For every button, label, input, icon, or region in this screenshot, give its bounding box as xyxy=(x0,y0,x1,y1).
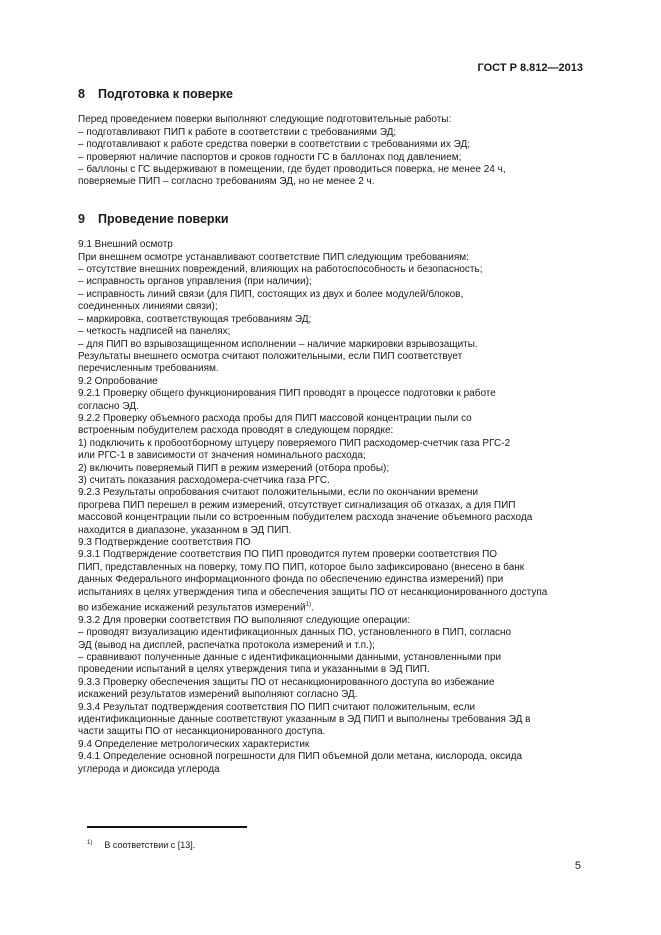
page-number: 5 xyxy=(574,860,581,872)
list-step: 2) включить поверяемый ПИП в режим измерений (отбора пробы); xyxy=(78,462,390,474)
subsection-title: 9.4 Определение метрологических характеристик xyxy=(78,738,310,750)
list-item: – исправность линий связи (для ПИП, состоящих из двух и более модулей/блоков, xyxy=(78,288,464,300)
list-item-continued: ЭД (вывод на дисплей, распечатка протокола измерений и т.п.); xyxy=(78,639,375,651)
list-item: – для ПИП во взрывозащищенном исполнении – наличие маркировки взрывозащиты. xyxy=(78,338,478,350)
section-8-body xyxy=(78,114,583,188)
paragraph-continued: части защиты ПО от несанкционированного доступа. xyxy=(78,726,326,738)
paragraph-text: во избежание искажений результатов измерений xyxy=(78,602,306,614)
subsection-title: 9.2 Опробование xyxy=(78,375,158,387)
list-step: 1) подключить к пробоотборному штуцеру поверяемого ПИП расходомер-счетчик газа РГС-2 xyxy=(78,437,511,449)
section-number: 9 xyxy=(78,211,85,226)
paragraph-continued: идентификационные данные соответствуют указанным в ЭД ПИП и выполнены требования ЭД в xyxy=(78,714,531,726)
list-item: – проводят визуализацию идентификационных данных ПО, установленного в ПИП, согласно xyxy=(78,627,512,639)
list-step: 3) считать показания расходомера-счетчика газа РГС. xyxy=(78,474,330,486)
list-item: – сравнивают полученные данные с идентификационными данными, установленными при xyxy=(78,651,502,663)
list-item-continued: соединенных линиями связи); xyxy=(78,301,218,313)
paragraph-continued: испытаниях в целях утверждения типа и обеспечения защиты ПО от несанкционированного доступа xyxy=(78,586,548,598)
footnote-mark: 1) xyxy=(87,840,93,846)
paragraph-continued: ПИП, представленных на поверку, тому ПО ПИП, которое было зафиксировано (внесено в банк xyxy=(78,561,525,573)
list-item: – четкость надписей на панелях; xyxy=(78,326,231,338)
section-number: 8 xyxy=(78,87,85,101)
paragraph: 9.3.2 Для проверки соответствия ПО выполняют следующие операции: xyxy=(78,614,411,626)
paragraph: 9.3.4 Результат подтверждения соответствия ПО ПИП считают положительным, если xyxy=(78,701,476,713)
document-header: ГОСТ Р 8.812—2013 xyxy=(477,62,583,74)
paragraph-continued: встроенным побудителем расхода проводят в следующем порядке: xyxy=(78,425,394,437)
section-9-body xyxy=(78,239,583,776)
list-item: – отсутствие внешних повреждений, влияющих на работоспособность и безопасность; xyxy=(78,264,483,276)
paragraph: 9.4.1 Определение основной погрешности для ПИП объемной доли метана, кислорода, оксида xyxy=(78,751,523,763)
footnote-text: В соответствии с [13]. xyxy=(104,840,196,850)
footnote-separator xyxy=(87,826,247,828)
paragraph-continued: прогрева ПИП перешел в режим измерений, отсутствует сигнализация об отказах, а для ПИП xyxy=(78,499,516,511)
paragraph: При внешнем осмотре устанавливают соответствие ПИП следующим требованиям: xyxy=(78,251,469,263)
list-item: – подготавливают ПИП к работе в соответствии с требованиями ЭД; xyxy=(78,126,397,138)
paragraph-continued: искажений результатов измерений выполняют согласно ЭД. xyxy=(78,689,358,701)
list-item: – исправность органов управления (при наличии); xyxy=(78,276,312,288)
list-item: – маркировка, соответствующая требованиям ЭД; xyxy=(78,313,312,325)
subsection-title: 9.1 Внешний осмотр xyxy=(78,239,173,251)
page-content xyxy=(78,88,583,776)
paragraph: 9.2.1 Проверку общего функционирования ПИП проводят в процессе подготовки к работе xyxy=(78,388,496,400)
paragraph: Перед проведением поверки выполняют следующие подготовительные работы: xyxy=(78,114,452,126)
section-title: Подготовка к поверке xyxy=(98,87,233,101)
paragraph: 9.2.3 Результаты опробования считают положительными, если по окончании времени xyxy=(78,487,479,499)
footnote xyxy=(87,840,195,850)
list-item-continued: поверяемые ПИП – согласно требованиям ЭД, но не менее 2 ч. xyxy=(78,176,375,188)
paragraph-continued: массовой концентрации пыли со встроенным побудителем расхода значение объемного расхода xyxy=(78,512,533,524)
paragraph-continued: углерода и диоксида углерода xyxy=(78,763,220,775)
list-item: – подготавливают к работе средства поверки в соответствии с требованиями их ЭД; xyxy=(78,139,471,151)
paragraph-continued: данных Федерального информационного фонда по обеспечению единства измерений) при xyxy=(78,574,504,586)
paragraph-continued: перечисленным требованиям. xyxy=(78,363,219,375)
paragraph-continued: находится в диапазоне, указанном в ЭД ПИП. xyxy=(78,524,292,536)
paragraph: 9.3.1 Подтверждение соответствия ПО ПИП проводится путем проверки соответствия ПО xyxy=(78,549,498,561)
paragraph: Результаты внешнего осмотра считают положительными, если ПИП соответствует xyxy=(78,350,463,362)
paragraph: 9.3.3 Проверку обеспечения защиты ПО от несанкционированного доступа во избежание xyxy=(78,676,495,688)
paragraph-end: . xyxy=(310,602,314,614)
footnote-reference[interactable]: 1) xyxy=(305,602,311,609)
section-8-heading xyxy=(78,88,583,100)
list-item: – проверяют наличие паспортов и сроков годности ГС в баллонах под давлением; xyxy=(78,151,462,163)
list-item-continued: проведении испытаний в целях утверждения типа и указанными в ЭД ПИП. xyxy=(78,664,430,676)
paragraph: 9.2.2 Проверку объемного расхода пробы для ПИП массовой концентрации пыли со xyxy=(78,412,472,424)
section-title: Проведение поверки xyxy=(98,211,229,226)
list-item: – баллоны с ГС выдерживают в помещении, где будет проводиться поверка, не менее 24 ч, xyxy=(78,164,506,176)
paragraph-continued: согласно ЭД. xyxy=(78,400,139,412)
subsection-title: 9.3 Подтверждение соответствия ПО xyxy=(78,537,251,548)
list-step-continued: или РГС-1 в зависимости от значения номинального расхода; xyxy=(78,450,366,462)
paragraph-continued xyxy=(78,599,583,615)
section-9-heading xyxy=(78,213,583,225)
